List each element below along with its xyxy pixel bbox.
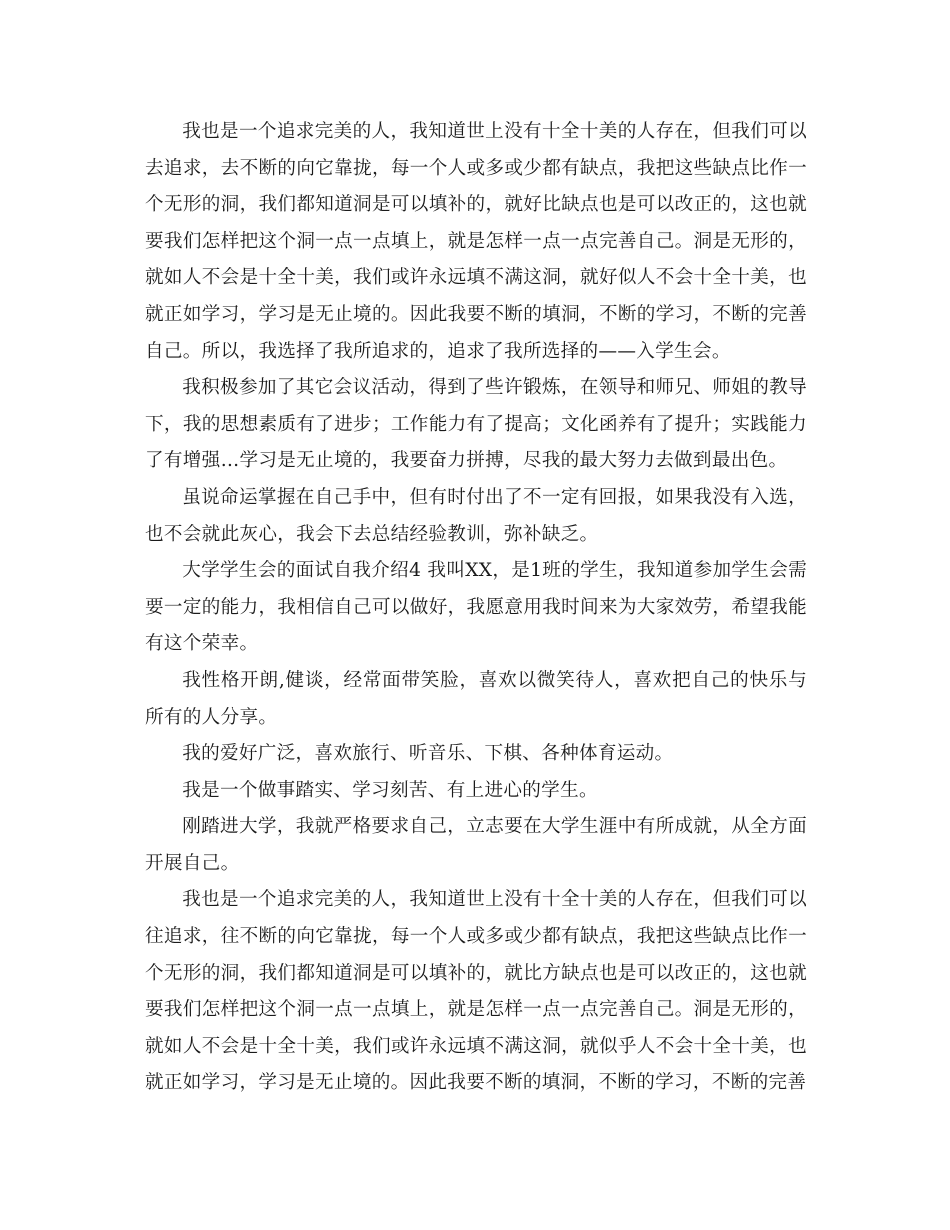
paragraph-7: 我是一个做事踏实、学习刻苦、有上进心的学生。 (182, 779, 598, 801)
paragraph-1: 我也是一个追求完美的人，我知道世上没有十全十美的人存在，但我们可以去追求，去不断的向它靠拢，每一个人或多或少都有缺点，我把这些缺点比作一个无形的洞，我们都知道洞是可以填补的，就好比缺点也是可以改正的，这也就要我们怎样把这个洞一点一点填上，就是怎样一点一点完善自己。洞是无形的，就如人不会是十全十美，我们或许永远填不满这洞，就好似人不会十全十美，也就正如学习，学习是无止境的。因此我要不断的填洞，不断的学习，不断的完善自己。所以，我选择了我所追求的，追求了我所选择的——入学生会。 (145, 121, 807, 362)
document-body (145, 114, 807, 1102)
paragraph-9: 我也是一个追求完美的人，我知道世上没有十全十美的人存在，但我们可以往追求，往不断的向它靠拢，每一个人或多或少都有缺点，我把这些缺点比作一个无形的洞，我们都知道洞是可以填补的，就比方缺点也是可以改正的，这也就要我们怎样把这个洞一点一点填上，就是怎样一点一点完善自己。洞是无形的，就如人不会是十全十美，我们或许永远填不满这洞，就似乎人不会十全十美，也就正如学习，学习是无止境的。因此我要不断的填洞，不断的学习，不断的完善 (145, 889, 807, 1094)
paragraph-8: 刚踏进大学，我就严格要求自己，立志要在大学生涯中有所成就，从全方面开展自己。 (145, 816, 807, 874)
paragraph-2: 我积极参加了其它会议活动，得到了些许锻炼，在领导和师兄、师姐的教导下，我的思想素质有了进步；工作能力有了提高；文化函养有了提升；实践能力了有增强…学习是无止境的，我要奋力拼搏，尽我的最大努力去做到最出色。 (145, 377, 807, 472)
paragraph-6: 我的爱好广泛，喜欢旅行、听音乐、下棋、各种体育运动。 (182, 743, 674, 765)
paragraph-5: 我性格开朗,健谈，经常面带笑脸，喜欢以微笑待人，喜欢把自己的快乐与所有的人分享。 (145, 669, 807, 728)
paragraph-3: 虽说命运掌握在自己手中，但有时付出了不一定有回报，如果我没有入选，也不会就此灰心，我会下去总结经验教训，弥补缺乏。 (145, 486, 807, 545)
paragraph-4: 大学学生会的面试自我介绍4 我叫XX，是1班的学生，我知道参加学生会需要一定的能力，我相信自己可以做好，我愿意用我时间来为大家效劳，希望我能有这个荣幸。 (145, 560, 807, 655)
